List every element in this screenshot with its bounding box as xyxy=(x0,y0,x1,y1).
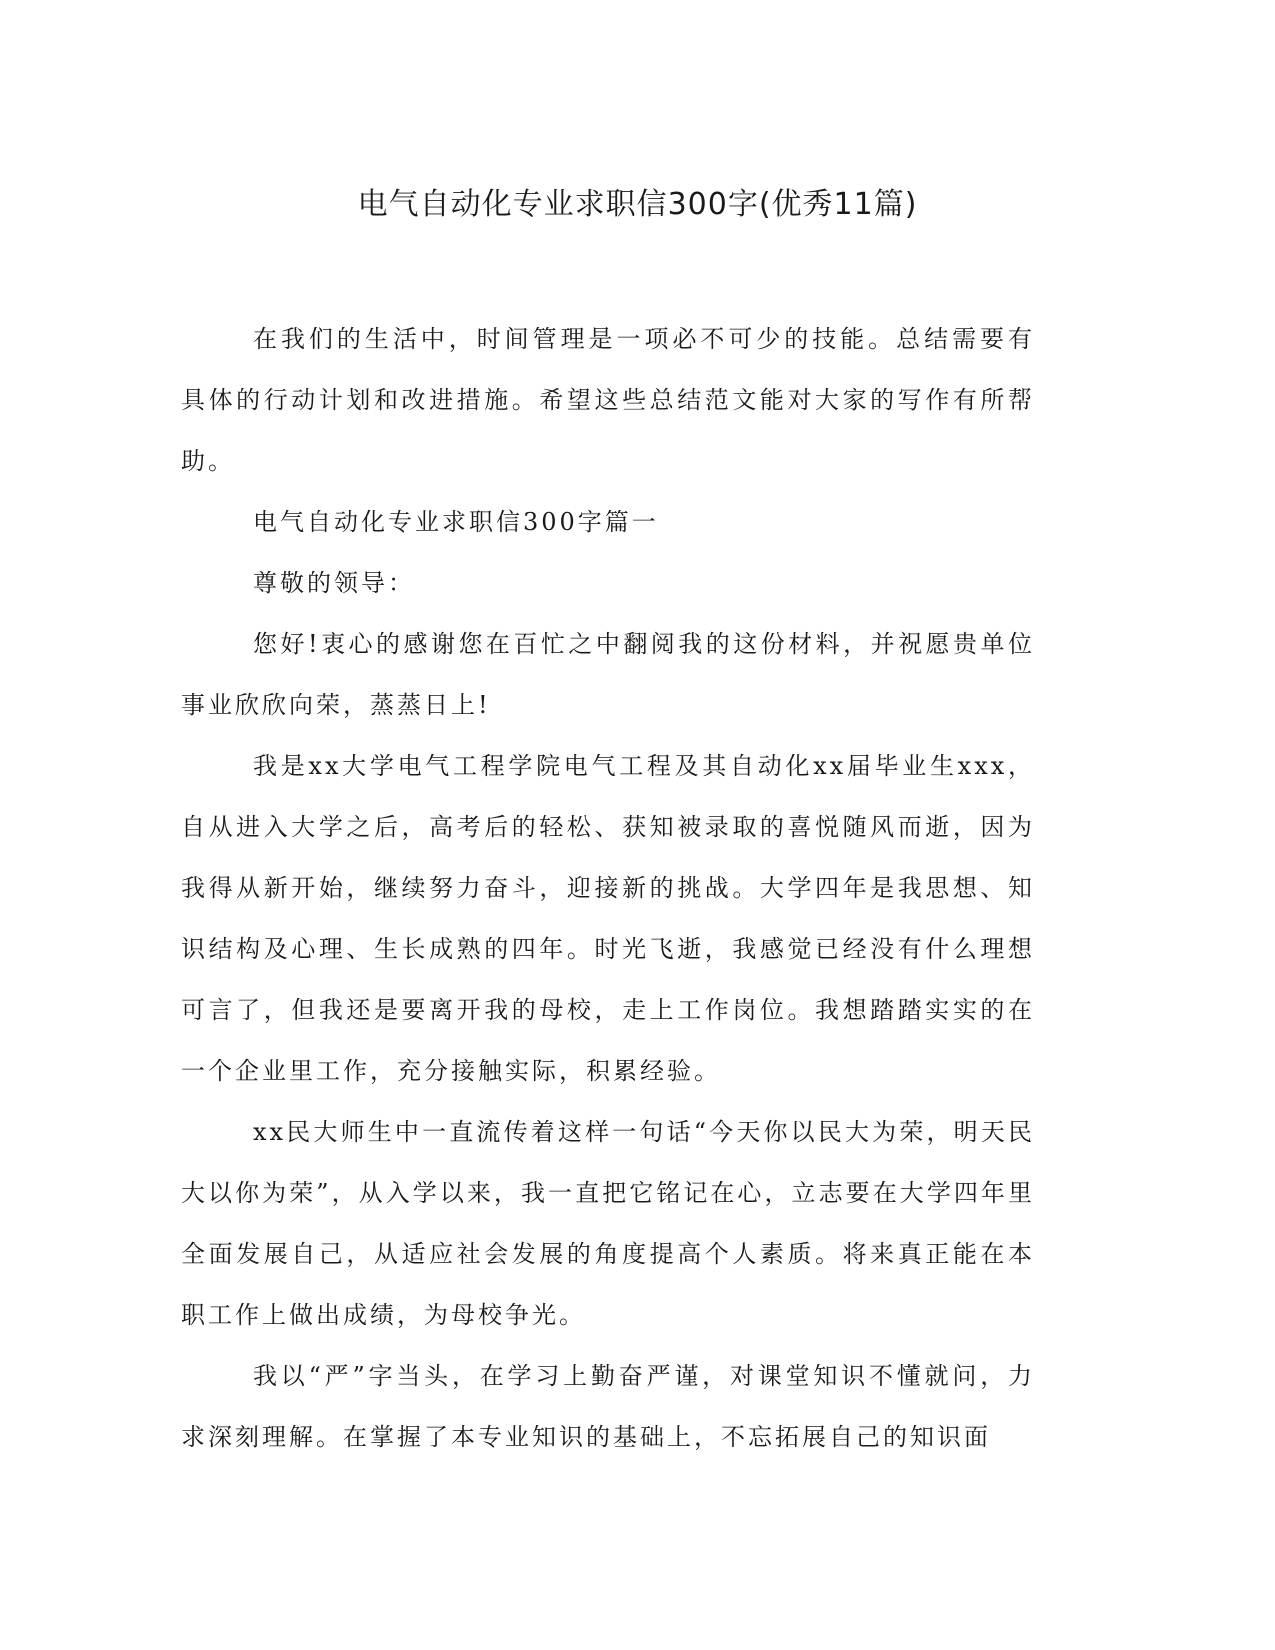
paragraph-greeting: 您好!衷心的感谢您在百忙之中翻阅我的这份材料，并祝愿贵单位事业欣欣向荣，蒸蒸日上! xyxy=(181,630,1035,719)
document-body xyxy=(181,309,1035,1468)
salutation: 尊敬的领导： xyxy=(253,569,415,597)
document-title: 电气自动化专业求职信300字(优秀11篇) xyxy=(357,187,918,222)
paragraph-study: 我以“严”字当头，在学习上勤奋严谨，对课堂知识不懂就问，力求深刻理解。在掌握了本专业知识的基础上，不忘拓展自己的知识面 xyxy=(181,1362,1035,1451)
paragraph-background: 我是xx大学电气工程学院电气工程及其自动化xx届毕业生xxx，自从进入大学之后，高考后的轻松、获知被录取的喜悦随风而逝，因为我得从新开始，继续努力奋斗，迎接新的挑战。大学四年是我思想、知识结构及心理、生长成熟的四年。时光飞逝，我感觉已经没有什么理想可言了，但我还是要离开我的母校，走上工作岗位。我想踏踏实实的在一个企业里工作，充分接触实际，积累经验。 xyxy=(181,752,1035,1085)
section-heading: 电气自动化专业求职信300字篇一 xyxy=(253,508,659,536)
paragraph-motto: xx民大师生中一直流传着这样一句话“今天你以民大为荣，明天民大以你为荣”，从入学以来，我一直把它铭记在心，立志要在大学四年里全面发展自己，从适应社会发展的角度提高个人素质。将来真正能在本职工作上做出成绩，为母校争光。 xyxy=(181,1118,1035,1329)
paragraph-intro: 在我们的生活中，时间管理是一项必不可少的技能。总结需要有具体的行动计划和改进措施。希望这些总结范文能对大家的写作有所帮助。 xyxy=(181,325,1035,475)
